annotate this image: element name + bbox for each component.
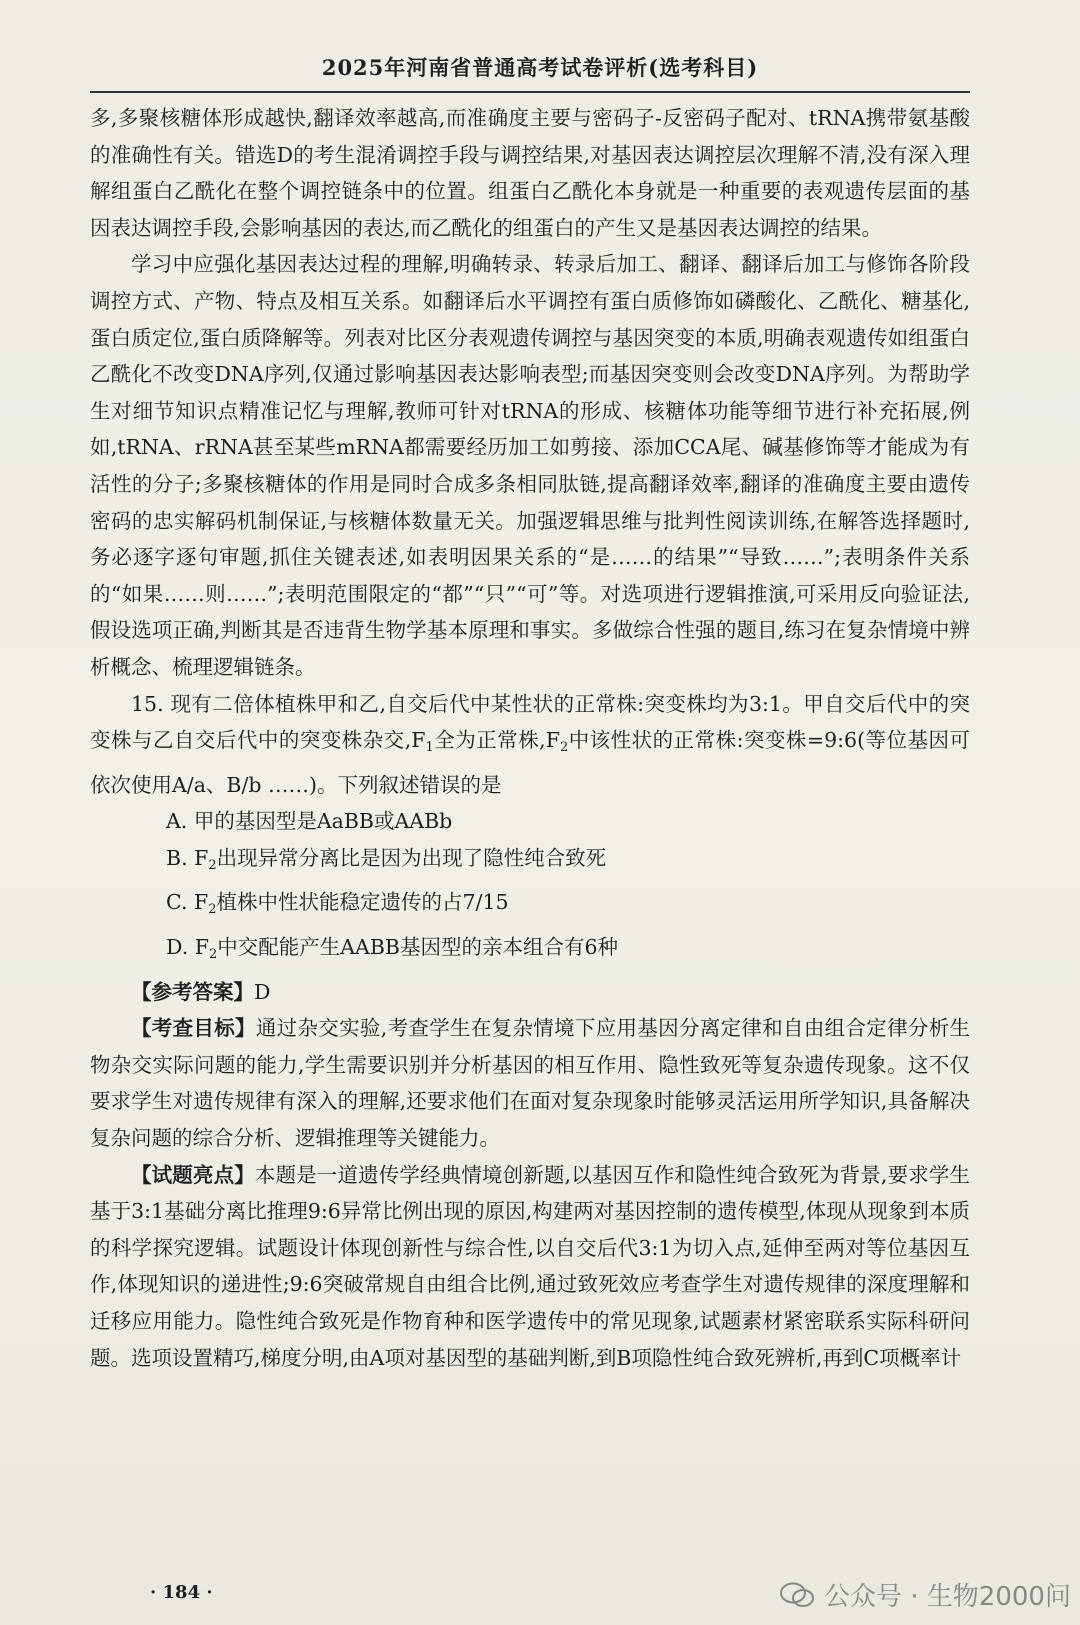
option-b: B. $F_2$出现异常分离比是因为出现了隐性纯合致死 — [166, 845, 607, 873]
paragraph-teaching-advice: 学习中应强化基因表达过程的理解,明确转录、转录后加工、翻译、翻译后加工与修饰各阶段调控方式、产物、特点及相互关系。如翻译后水平调控有蛋白质修饰如磷酸化、乙酰化、糖基化,蛋白质定位,蛋白质降解等。列表对比区分表观遗传调控与基因突变的本质,明确表观遗传如组蛋白乙酰化不改变DNA序列,仅通过影响基因表达影响表型;而基因突变则会改变DNA序列。为帮助学生对细节知识点精准记忆与理解,教师可针对tRNA的形成、核糖体功能等细节进行补充拓展,例如,tRNA、rRNA甚至某些mRNA都需要经历加工如剪接、添加CCA尾、碱基修饰等才能成为有活性的分子;多聚核糖体的作用是同时合成多条相同肽链,提高翻译效率,翻译的准确度主要由遗传密码的忠实解码机制保证,与核糖体数量无关。加强逻辑思维与批判性阅读训练,在解答选择题时,务必逐字逐句审题,抓住关键表述,如表明因果关系的“是……的结果”“导致……”;表明条件关系的“如果……则……”;表明范围限定的“都”“只”“可”等。对选项进行逻辑推演,可采用反向验证法,假设选项正确,判断其是否违背生物学基本原理和事实。多做综合性强的题目,练习在复杂情境中辨析概念、梳理逻辑链条。 — [90, 252, 970, 679]
option-d: D. $F_2$中交配能产生AABB基因型的亲本组合有6种 — [166, 935, 619, 963]
wechat-icon — [780, 1582, 814, 1608]
wechat-watermark — [780, 1576, 1071, 1613]
watermark-text: 公众号 · 生物2000问 — [824, 1582, 1071, 1612]
page-header: 2025年河南省普通高考试卷评析(选考科目) — [321, 55, 759, 80]
assessment-objective: 【考查目标】通过杂交实验,考查学生在复杂情境下应用基因分离定律和自由组合定律分析生物杂交实际问题的能力,学生需要识别并分析基因的相互作用、隐性致死等复杂遗传现象。这不仅要求学生对遗传规律有深入的理解,还要求他们在面对复杂现象时能够灵活运用所学知识,具备解决复杂问题的综合分析、逻辑推理等关键能力。 — [90, 1016, 971, 1151]
option-a: A. 甲的基因型是AaBB或AABb — [166, 809, 453, 834]
reference-answer-label: 【参考答案】 — [131, 979, 254, 1004]
page-number: · 184 · — [150, 1582, 213, 1603]
paragraph-continuation: 多,多聚核糖体形成越快,翻译效率越高,而准确度主要与密码子-反密码子配对、tRNA携带氨基酸的准确性有关。错选D的考生混淆调控手段与调控结果,对基因表达调控层次理解不清,没有深入理解组蛋白乙酰化在整个调控链条中的位置。组蛋白乙酰化本身就是一种重要的表观遗传层面的基因表达调控手段,会影响基因的表达,而乙酰化的组蛋白的产生又是基因表达调控的结果。 — [90, 106, 970, 240]
option-c: C. $F_2$植株中性状能稳定遗传的占7/15 — [166, 890, 509, 918]
reference-answer-value: D — [254, 979, 271, 1004]
question-highlights: 【试题亮点】本题是一道遗传学经典情境创新题,以基因互作和隐性纯合致死为背景,要求学生基于3:1基础分离比推理9:6异常比例出现的原因,构建两对基因控制的遗传模型,体现从现象到本质的科学探究逻辑。试题设计体现创新性与综合性,以自交后代3:1为切入点,延伸至两对等位基因互作,体现知识的递进性;9:6突破常规自由组合比例,通过致死效应考查学生对遗传规律的深度理解和迁移应用能力。隐性纯合致死是作物育种和医学遗传中的常见现象,试题素材紧密联系实际科研问题。选项设置精巧,梯度分明,由A项对基因型的基础判断,到B项隐性纯合致死辨析,再到C项概率计 — [90, 1162, 971, 1370]
reference-answer — [90, 974, 970, 1011]
assessment-objective-label: 【考查目标】 — [131, 1016, 256, 1041]
document-body — [90, 100, 970, 1376]
header-divider — [90, 91, 970, 93]
question-15-stem: 15. 现有二倍体植株甲和乙,自交后代中某性状的正常株:突变株均为3:1。甲自交后代中的突变株与乙自交后代中的突变株杂交$,F_1$全为正常株$,F_2$中该性状的正常株:突变株=9:6(等位基因可依次使用A/a、B/b ……)。下列叙述错误的是 — [90, 691, 970, 797]
question-highlights-label: 【试题亮点】 — [131, 1162, 255, 1187]
